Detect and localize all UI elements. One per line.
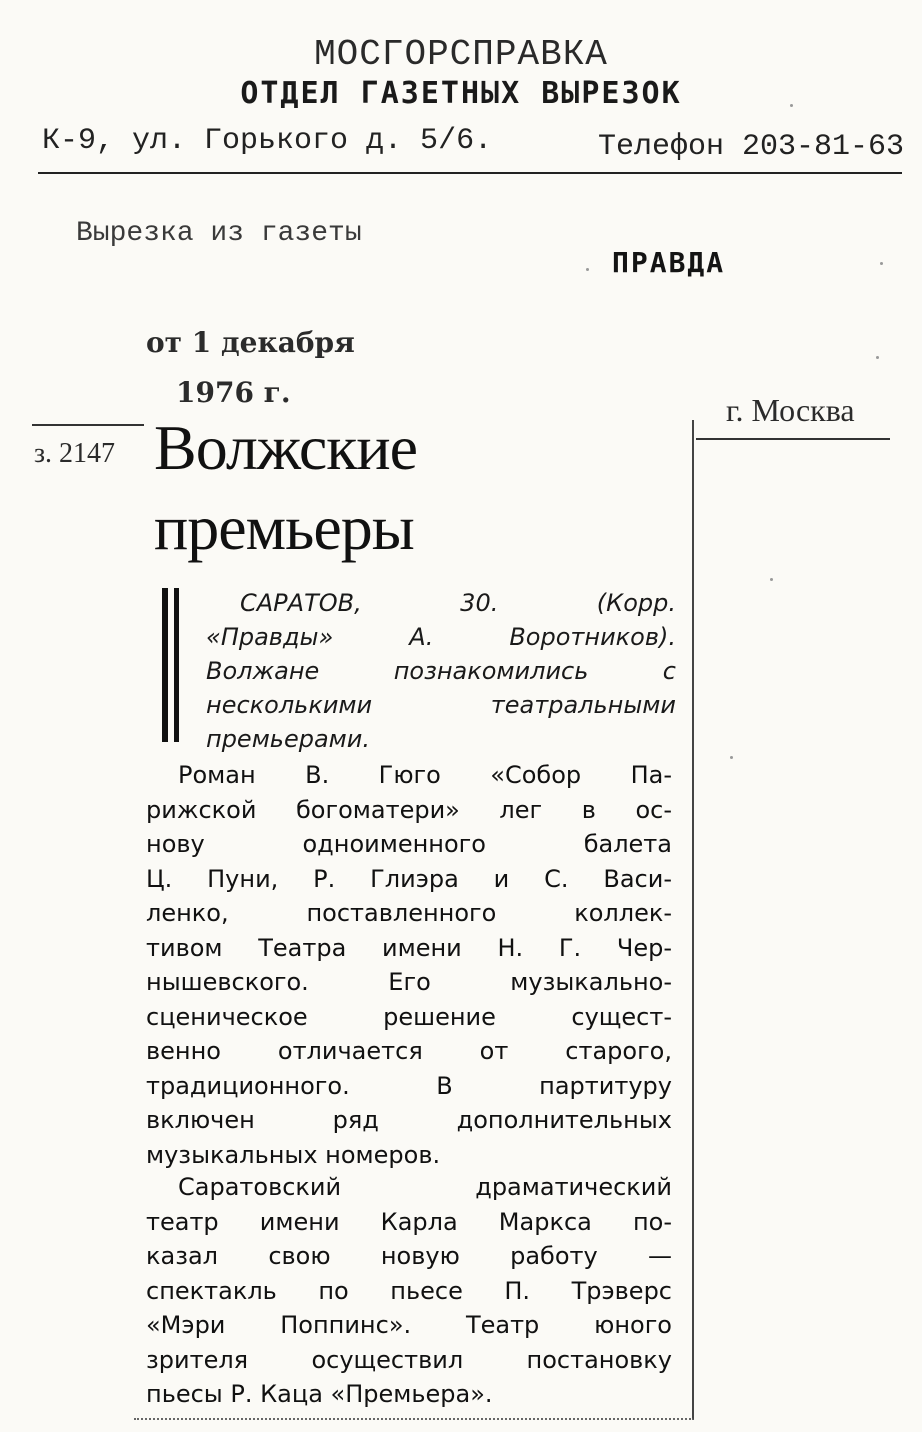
paragraph-line: нову одноименного балета [146,830,672,858]
paragraph-line: спектакль по пьесе П. Трэверс [146,1276,672,1305]
paragraph-line: традиционного. В партитуру [146,1071,672,1100]
header-rule [38,172,902,174]
issue-number: з. 2147 [34,438,116,469]
paragraph-line: казал свою новую работу — [146,1242,672,1270]
paper-speck [790,104,793,107]
clipping-city: г. Москва [726,392,855,428]
form-rule-right [696,438,890,440]
paragraph-line: зрителя осуществил постановку [146,1345,672,1374]
paragraph-line: музыкальных номеров. [146,1140,441,1169]
clipping-date-year: 1976 г. [176,376,291,409]
paragraph-line: пьесы Р. Каца «Премьера». [146,1380,493,1408]
paragraph-line: рижской богоматери» лег в ос- [146,795,672,824]
paper-speck [876,356,879,359]
paragraph-line: «Мэри Поппинс». Театр юного [146,1311,672,1339]
lead-line: несколькими театральными [206,691,676,719]
paper-speck [770,578,773,581]
paragraph-line: Ц. Пуни, Р. Глиэра и С. Васи- [146,864,672,893]
headline-line: премьеры [154,492,414,563]
headline-line: Волжские [154,412,417,483]
article-headline [154,408,684,568]
paper-speck [730,756,733,759]
lead-marker-bar [162,588,168,742]
agency-phone: Телефон 203-81-63 [598,130,905,164]
article-paragraph-2 [146,1170,672,1412]
clipping-date-day: от 1 декабря [146,326,355,359]
paragraph-line: ленко, поставленного коллек- [146,899,672,927]
lead-line: САРАТОВ, 30. (Корр. [240,589,676,617]
paragraph-line: театр имени Карла Маркса по- [146,1207,672,1236]
paragraph-line: венно отличается от старого, [146,1037,672,1065]
paragraph-line: сценическое решение сущест- [146,1002,672,1031]
article-paragraph-1 [146,758,672,1172]
newspaper-name: ПРАВДА [612,246,726,279]
department-name: ОТДЕЛ ГАЗЕТНЫХ ВЫРЕЗОК [240,76,682,111]
paragraph-line: тивом Театра имени Н. Г. Чер- [146,933,672,962]
paragraph-line: включен ряд дополнительных [146,1106,672,1134]
lead-marker-bar [174,588,179,742]
paragraph-line: Роман В. Гюго «Собор Па- [178,761,672,789]
paper-speck [586,268,589,271]
lead-line: Волжане познакомились с [206,657,676,685]
form-rule-left [32,424,144,426]
paragraph-line: Саратовский драматический [178,1173,672,1201]
paragraph-line: нышевского. Его музыкально- [146,968,672,996]
clipping-label: Вырезка из газеты [76,218,362,249]
agency-name: МОСГОРСПРАВКА [314,34,608,75]
lead-line: «Правды» А. Воротников). [206,623,676,651]
agency-address: К-9, ул. Горького д. 5/6. [42,124,493,158]
lead-line: премьерами. [206,725,370,753]
article-lead [206,586,676,756]
paper-speck [880,262,883,265]
